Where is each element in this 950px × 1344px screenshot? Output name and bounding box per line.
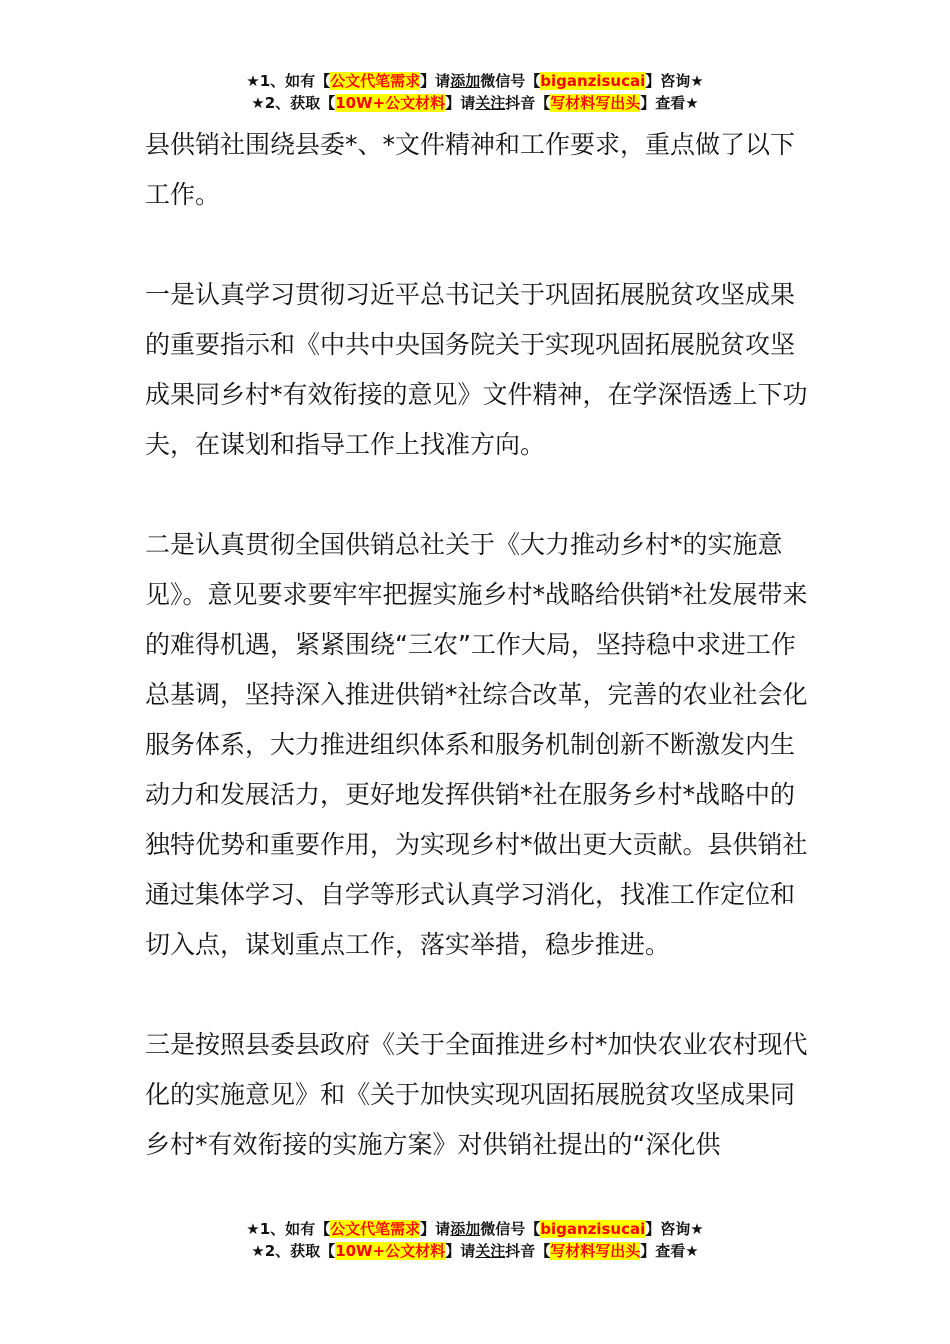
banner-text: 】请 bbox=[445, 94, 476, 112]
paragraph-intro: 县供销社围绕县委*、*文件精神和工作要求，重点做了以下工作。 bbox=[145, 130, 796, 209]
banner-text: 】咨询★ bbox=[645, 1220, 704, 1238]
banner-highlight: 10W+公文材料 bbox=[335, 94, 446, 112]
banner-text: 抖音【 bbox=[505, 94, 551, 112]
banner-highlight: biganzisucai bbox=[540, 1220, 646, 1238]
banner-emphasis: 关注 bbox=[475, 94, 506, 112]
banner-highlight: 公文代笔需求 bbox=[330, 1220, 421, 1238]
banner-text: 】咨询★ bbox=[645, 72, 704, 90]
header-banner-line-1 bbox=[0, 70, 950, 92]
paragraph-item-2: 二是认真贯彻全国供销总社关于《大力推动乡村*的实施意见》。意见要求要牢牢把握实施乡村*战略给供销*社发展带来的难得机遇，紧紧围绕“三农”工作大局，坚持稳中求进工作总基调，坚持深入推进供销*社综合改革，完善的农业社会化服务体系，大力推进组织体系和服务机制创新不断激发内生动力和发展活力，更好地发挥供销*社在服务乡村*战略中的独特优势和重要作用，为实现乡村*做出更大贡献。县供销社通过集体学习、自学等形式认真学习消化，找准工作定位和切入点，谋划重点工作，落实举措，稳步推进。 bbox=[145, 530, 808, 959]
banner-text: 】请 bbox=[420, 72, 451, 90]
banner-text: 】请 bbox=[445, 1242, 476, 1260]
banner-highlight: 写材料写出头 bbox=[550, 94, 641, 112]
header-banner bbox=[0, 70, 950, 114]
banner-emphasis: 添加 bbox=[450, 72, 481, 90]
banner-emphasis: 添加 bbox=[450, 1220, 481, 1238]
paragraph-item-3: 三是按照县委县政府《关于全面推进乡村*加快农业农村现代化的实施意见》和《关于加快实现巩固拓展脱贫攻坚成果同乡村*有效衔接的实施方案》对供销社提出的“深化供 bbox=[145, 1030, 808, 1159]
footer-banner bbox=[0, 1218, 950, 1262]
banner-highlight: biganzisucai bbox=[540, 72, 646, 90]
banner-text: 】查看★ bbox=[640, 1242, 699, 1260]
banner-emphasis: 关注 bbox=[475, 1242, 506, 1260]
footer-banner-line-2 bbox=[0, 1240, 950, 1262]
banner-text: ★1、如有【 bbox=[246, 72, 331, 90]
banner-text: 】查看★ bbox=[640, 94, 699, 112]
header-banner-line-2 bbox=[0, 92, 950, 114]
banner-text: ★2、获取【 bbox=[251, 1242, 336, 1260]
banner-text: 微信号【 bbox=[480, 72, 541, 90]
paragraph-item-1: 一是认真学习贯彻习近平总书记关于巩固拓展脱贫攻坚成果的重要指示和《中共中央国务院关于实现巩固拓展脱贫攻坚成果同乡村*有效衔接的意见》文件精神，在学深悟透上下功夫，在谋划和指导工作上找准方向。 bbox=[145, 280, 808, 459]
footer-banner-line-1 bbox=[0, 1218, 950, 1240]
banner-text: ★1、如有【 bbox=[246, 1220, 331, 1238]
banner-highlight: 写材料写出头 bbox=[550, 1242, 641, 1260]
banner-text: ★2、获取【 bbox=[251, 94, 336, 112]
banner-highlight: 公文代笔需求 bbox=[330, 72, 421, 90]
banner-text: 】请 bbox=[420, 1220, 451, 1238]
banner-highlight: 10W+公文材料 bbox=[335, 1242, 446, 1260]
banner-text: 微信号【 bbox=[480, 1220, 541, 1238]
banner-text: 抖音【 bbox=[505, 1242, 551, 1260]
document-body bbox=[145, 120, 810, 1170]
